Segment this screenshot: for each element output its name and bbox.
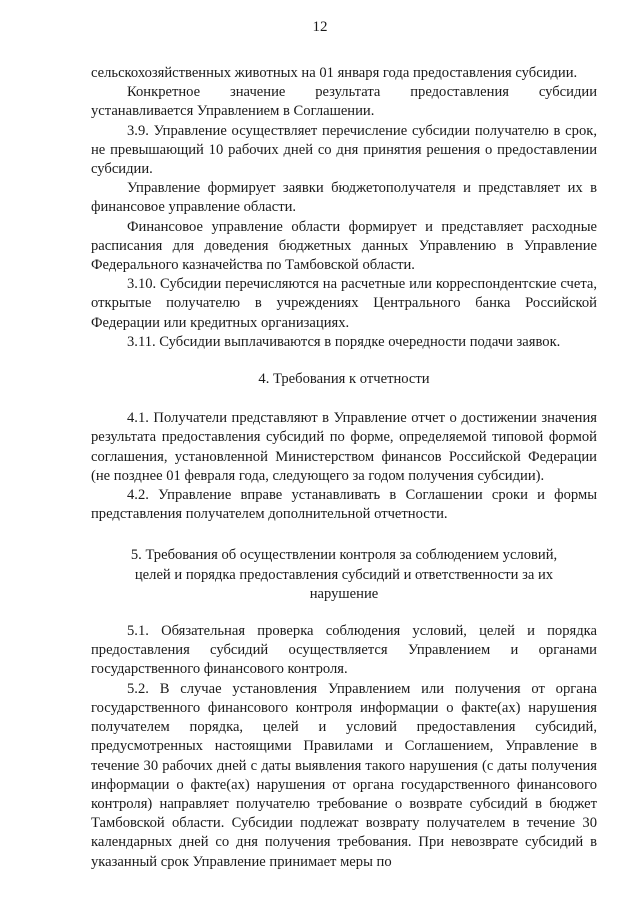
paragraph-5-1: 5.1. Обязательная проверка соблюдения условий, целей и порядка предоставления субсидий осуществляется Управлением и органами государственного финансового контроля. bbox=[91, 623, 597, 678]
page-number: 12 bbox=[312, 19, 328, 35]
paragraph-finance-schedules: Финансовое управление области формирует и представляет расходные расписания для доведения бюджетных данных Управлению в Управление Федерального казначейства по Тамбовской области. bbox=[91, 218, 597, 274]
document-body bbox=[91, 64, 597, 872]
section-5-heading: 5. Требования об осуществлении контроля за соблюдением условий, целей и порядка предоставления субсидий и ответственности за их нарушение bbox=[130, 547, 558, 602]
paragraph-3-10: 3.10. Субсидии перечисляются на расчетные или корреспондентские счета, открытые получателю в учреждениях Центрального банка Российской Федерации или кредитных организациях. bbox=[91, 276, 597, 331]
paragraph-3-11: 3.11. Субсидии выплачиваются в порядке очередности подачи заявок. bbox=[127, 333, 561, 350]
paragraph-continuation: сельскохозяйственных животных на 01 января года предоставления субсидии. bbox=[91, 65, 578, 81]
paragraph-4-1: 4.1. Получатели представляют в Управление отчет о достижении значения результата предоставления субсидий по форме, определяемой типовой формой соглашения, установленной Министерством финансов Российской Федерации (не позднее 01 февраля года, следующего за годом получения субсидии). bbox=[91, 410, 597, 484]
paragraph-5-2: 5.2. В случае установления Управлением или получения от органа государственного финансового контроля информации о факте(ах) нарушения получателем порядка, целей и условий предоставления субсидий, предусмотренных настоящими Правилами и Соглашением, Управление в течение 30 рабочих дней с даты выявления такого нарушения (с даты получения информации о факте(ах) нарушения от органа государственного финансового контроля) направляет получателю требование о возврате субсидий в бюджет Тамбовской области. Субсидии подлежат возврату получателем в течение 30 календарных дней со дня получения требования. При невозврате субсидий в указанный срок Управление принимает меры по bbox=[91, 680, 597, 870]
paragraph-result-value: Конкретное значение результата предоставления субсидии устанавливается Управлением в Соглашении. bbox=[91, 84, 597, 120]
section-4-heading: 4. Требования к отчетности bbox=[258, 371, 430, 388]
paragraph-3-9: 3.9. Управление осуществляет перечисление субсидии получателю в срок, не превышающий 10 рабочих дней со дня принятия решения о предоставлении субсидии. bbox=[91, 122, 597, 178]
paragraph-4-2: 4.2. Управление вправе устанавливать в Соглашении сроки и формы представления получателем дополнительной отчетности. bbox=[91, 487, 597, 523]
paragraph-applications: Управление формирует заявки бюджетополучателя и представляет их в финансовое управление области. bbox=[91, 180, 597, 216]
